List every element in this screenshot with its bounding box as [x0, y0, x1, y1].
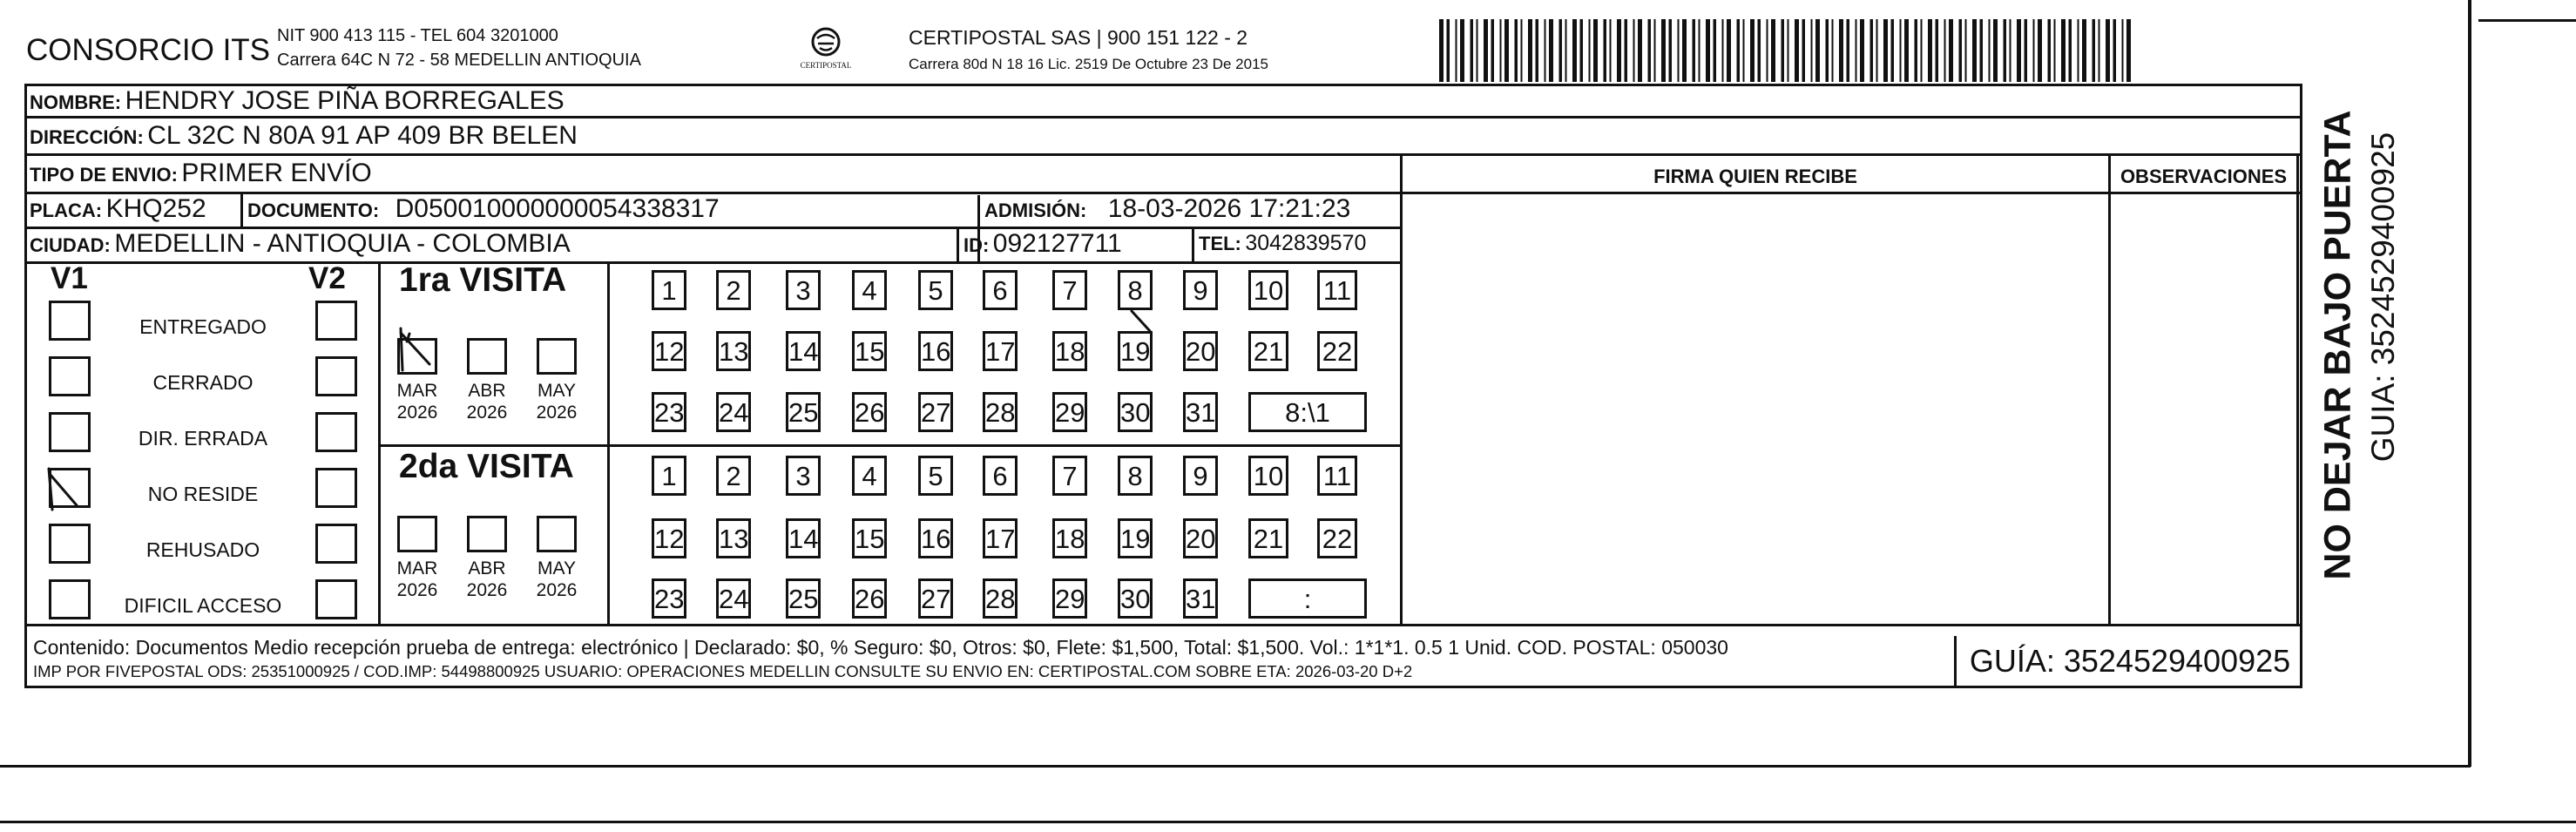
barcode-bar: [1743, 19, 1745, 82]
day-box[interactable]: 22: [1317, 518, 1357, 558]
barcode-bar: [1545, 19, 1546, 82]
day-box[interactable]: 31: [1183, 392, 1218, 432]
day-box[interactable]: 10: [1248, 270, 1288, 310]
barcode-bar: [2078, 19, 2079, 82]
barcode-bar: [1491, 19, 1495, 82]
barcode-bar: [1648, 19, 1652, 82]
day-box[interactable]: 2: [716, 270, 751, 310]
status-option-label: ENTREGADO: [139, 315, 267, 338]
day-box[interactable]: 15: [852, 518, 887, 558]
month-checkbox[interactable]: [397, 516, 437, 552]
day-box[interactable]: 5: [918, 456, 953, 496]
day-box[interactable]: 6: [983, 456, 1018, 496]
barcode-bar: [1633, 19, 1635, 82]
barcode-bar: [1471, 19, 1474, 82]
barcode-bar: [1477, 19, 1478, 82]
day-box[interactable]: 29: [1052, 392, 1087, 432]
time-box[interactable]: :: [1248, 578, 1367, 619]
barcode-bar: [2106, 19, 2110, 82]
id-value: 092127711: [992, 229, 1122, 258]
day-box[interactable]: 1: [652, 270, 686, 310]
month-label: MAR 2026: [396, 381, 438, 423]
admission-cell: [984, 194, 1350, 224]
day-box[interactable]: 28: [983, 392, 1018, 432]
barcode-bar: [2025, 19, 2028, 82]
observations-label: OBSERVACIONES: [2120, 166, 2288, 187]
barcode-bar: [1604, 19, 1607, 82]
day-box[interactable]: 1: [652, 456, 686, 496]
day-box[interactable]: 24: [716, 578, 751, 619]
barcode-bar: [1750, 19, 1755, 82]
certipostal-logo: [794, 24, 857, 75]
city-value: MEDELLIN - ANTIOQUIA - COLOMBIA: [114, 229, 571, 258]
first-visit-title: 1ra VISITA: [399, 261, 567, 299]
id-label: ID:: [963, 234, 990, 256]
month-label: ABR 2026: [466, 558, 508, 600]
barcode-bar: [1944, 19, 1946, 82]
day-box[interactable]: 5: [918, 270, 953, 310]
month-checkbox[interactable]: [537, 516, 577, 552]
name-label: NOMBRE:: [30, 91, 122, 113]
barcode-bar: [1439, 19, 1444, 82]
barcode-bar: [1788, 19, 1789, 82]
barcode-bar: [1678, 19, 1680, 82]
barcode-bar: [1693, 19, 1696, 82]
barcode-bar: [1706, 19, 1710, 82]
barcode-bar: [1936, 19, 1939, 82]
barcode-bar: [1661, 19, 1666, 82]
barcode-bar: [1515, 19, 1518, 82]
barcode-bar: [1638, 19, 1642, 82]
v2-checkbox[interactable]: [315, 356, 357, 396]
barcode-bar: [1669, 19, 1673, 82]
document-cell: [247, 194, 720, 224]
barcode-bar: [1993, 19, 1998, 82]
v2-checkbox[interactable]: [315, 468, 357, 508]
day-box[interactable]: 22: [1317, 331, 1357, 371]
day-box[interactable]: 20: [1183, 331, 1218, 371]
day-box[interactable]: 30: [1118, 392, 1153, 432]
barcode-bar: [1504, 19, 1509, 82]
city-cell: [30, 229, 571, 259]
barcode-bar: [1500, 19, 1502, 82]
barcode-bar: [1847, 19, 1850, 82]
day-box[interactable]: 6: [983, 270, 1018, 310]
day-box[interactable]: 25: [786, 578, 821, 619]
day-box[interactable]: 7: [1052, 270, 1087, 310]
day-box[interactable]: 20: [1183, 518, 1218, 558]
barcode-bar: [2038, 19, 2042, 82]
imp-line: IMP POR FIVEPOSTAL ODS: 25351000925 / COD.IMP: 54498800925 USUARIO: OPERACIONES MEDELLIN CONSULTE SU ENVIO EN: CERTIPOSTAL.COM SOBRE ETA: 2026-03-20 D+2: [33, 662, 1413, 680]
day-box[interactable]: 27: [918, 392, 953, 432]
barcode-bar: [1682, 19, 1687, 82]
barcode-bar: [1980, 19, 1984, 82]
barcode-bar: [1714, 19, 1717, 82]
v1-checkbox[interactable]: [49, 579, 91, 619]
day-box[interactable]: 16: [918, 518, 953, 558]
day-box[interactable]: 3: [786, 456, 821, 496]
ship-type-value: PRIMER ENVÍO: [181, 159, 372, 187]
status-option-label: DIFICIL ACCESO: [124, 594, 282, 617]
barcode-bar: [1900, 19, 1902, 82]
barcode-bar: [1572, 19, 1577, 82]
status-option-label: CERRADO: [152, 371, 254, 394]
ship-type-row: [30, 159, 372, 188]
signature-area[interactable]: [1403, 195, 2106, 622]
barcode-bar: [1795, 19, 1799, 82]
day-box[interactable]: 14: [786, 518, 821, 558]
barcode-bar: [1625, 19, 1628, 82]
barcode-bar: [1521, 19, 1523, 82]
tel-label: TEL:: [1199, 233, 1241, 254]
barcode-bar: [1758, 19, 1761, 82]
status-option-label: REHUSADO: [145, 538, 260, 561]
barcode-bar: [1839, 19, 1843, 82]
barcode-bar: [1559, 19, 1563, 82]
barcode-bar: [1654, 19, 1656, 82]
barcode-bar: [2126, 19, 2131, 82]
day-box[interactable]: 8: [1118, 456, 1153, 496]
day-box[interactable]: 16: [918, 331, 953, 371]
barcode-bar: [1965, 19, 1967, 82]
barcode-bar: [1856, 19, 1857, 82]
ship-type-label: TIPO DE ENVIO:: [30, 164, 178, 186]
courier-name: CERTIPOSTAL SAS | 900 151 122 - 2: [909, 26, 1248, 49]
v1-checkbox[interactable]: [49, 301, 91, 341]
day-box[interactable]: 9: [1183, 270, 1218, 310]
day-box[interactable]: 18: [1052, 518, 1087, 558]
day-box[interactable]: 7: [1052, 456, 1087, 496]
barcode-bar: [1737, 19, 1741, 82]
barcode-bar: [1460, 19, 1464, 82]
barcode-bar: [2033, 19, 2035, 82]
day-box[interactable]: 12: [652, 331, 686, 371]
day-box[interactable]: 29: [1052, 578, 1087, 619]
barcode-bar: [2004, 19, 2007, 82]
plate-cell: [30, 194, 206, 224]
day-box[interactable]: 13: [716, 331, 751, 371]
courier-license: Carrera 80d N 18 16 Lic. 2519 De Octubre 23 De 2015: [909, 56, 1268, 72]
day-box[interactable]: 4: [852, 456, 887, 496]
barcode-bar: [1536, 19, 1539, 82]
day-box[interactable]: 15: [852, 331, 887, 371]
v1-checkbox[interactable]: [49, 356, 91, 396]
address-label: DIRECCIÓN:: [30, 126, 144, 148]
day-box[interactable]: 21: [1248, 331, 1288, 371]
barcode-bar: [2054, 19, 2056, 82]
barcode-bar: [1904, 19, 1909, 82]
day-box[interactable]: 2: [716, 456, 751, 496]
barcode-bar: [1826, 19, 1829, 82]
day-box[interactable]: 9: [1183, 456, 1218, 496]
plate-label: PLACA:: [30, 200, 103, 221]
time-box[interactable]: 8:\1: [1248, 392, 1367, 432]
barcode-bar: [1565, 19, 1567, 82]
barcode-bar: [1921, 19, 1923, 82]
barcode-bar: [1860, 19, 1864, 82]
day-box[interactable]: 30: [1118, 578, 1153, 619]
day-box[interactable]: 23: [652, 392, 686, 432]
day-box[interactable]: 12: [652, 518, 686, 558]
barcode-bar: [1915, 19, 1918, 82]
barcode-bar: [2048, 19, 2052, 82]
barcode-bar: [1832, 19, 1834, 82]
month-label: MAY 2026: [536, 381, 578, 423]
barcode-bar: [2010, 19, 2011, 82]
month-checkbox[interactable]: [397, 338, 437, 375]
v2-checkbox[interactable]: [315, 524, 357, 564]
company-nit: NIT 900 413 115 - TEL 604 3201000: [277, 26, 558, 45]
content-line: Contenido: Documentos Medio recepción prueba de entrega: electrónico | Declarado: $0, % Seguro: $0, Otros: $0, Flete: $1,500, Total: $1,500. Vol.: 1*1*1. 0.5 1 Unid. COD. POSTAL: 050030: [33, 636, 1728, 659]
barcode-bar: [1815, 19, 1820, 82]
barcode-bar: [1802, 19, 1806, 82]
plate-value: KHQ252: [105, 194, 206, 223]
barcode-bar: [1989, 19, 1991, 82]
barcode-bar: [1811, 19, 1813, 82]
v2-checkbox[interactable]: [315, 301, 357, 341]
month-label: MAY 2026: [536, 558, 578, 600]
day-box[interactable]: 3: [786, 270, 821, 310]
day-box[interactable]: 27: [918, 578, 953, 619]
signature-label: FIRMA QUIEN RECIBE: [1653, 166, 1857, 187]
day-box[interactable]: 11: [1317, 270, 1357, 310]
barcode-bar: [1447, 19, 1450, 82]
barcode: [1439, 19, 2133, 86]
barcode-bar: [1883, 19, 1888, 82]
recipient-name: HENDRY JOSE PIÑA BORREGALES: [125, 86, 565, 115]
barcode-bar: [1870, 19, 1874, 82]
barcode-bar: [1949, 19, 1953, 82]
address-row: [30, 121, 578, 151]
month-checkbox[interactable]: [537, 338, 577, 375]
barcode-bar: [2082, 19, 2086, 82]
day-box[interactable]: 14: [786, 331, 821, 371]
barcode-bar: [1593, 19, 1598, 82]
barcode-bar: [1456, 19, 1457, 82]
document-value: D050010000000054338317: [395, 194, 720, 223]
month-checkbox[interactable]: [467, 338, 507, 375]
day-box[interactable]: 24: [716, 392, 751, 432]
barcode-bar: [2061, 19, 2066, 82]
v1-checkbox[interactable]: [49, 412, 91, 452]
admission-label: ADMISIÓN:: [984, 200, 1087, 221]
day-box[interactable]: 17: [983, 518, 1018, 558]
document-label: DOCUMENTO:: [247, 200, 380, 221]
barcode-bar: [1767, 19, 1768, 82]
day-box[interactable]: 25: [786, 392, 821, 432]
month-checkbox[interactable]: [467, 516, 507, 552]
v2-label: V2: [308, 261, 346, 295]
barcode-bar: [1610, 19, 1612, 82]
company-address: Carrera 64C N 72 - 58 MEDELLIN ANTIOQUIA: [277, 51, 641, 70]
day-box[interactable]: 19: [1118, 518, 1153, 558]
barcode-bar: [1727, 19, 1731, 82]
v2-checkbox[interactable]: [315, 579, 357, 619]
logo-text: CERTIPOSTAL: [800, 61, 852, 70]
v1-checkbox[interactable]: [49, 468, 91, 508]
city-label: CIUDAD:: [30, 234, 111, 256]
barcode-bar: [1782, 19, 1785, 82]
barcode-bar: [1589, 19, 1591, 82]
barcode-bar: [1959, 19, 1963, 82]
footer-guide: GUÍA: 3524529400925: [1969, 643, 2291, 679]
v2-checkbox[interactable]: [315, 412, 357, 452]
barcode-bar: [1549, 19, 1553, 82]
day-box[interactable]: 10: [1248, 456, 1288, 496]
day-box[interactable]: 17: [983, 331, 1018, 371]
company-name: CONSORCIO ITS: [26, 33, 271, 67]
barcode-bar: [2122, 19, 2124, 82]
recipient-address: CL 32C N 80A 91 AP 409 BR BELEN: [147, 121, 578, 150]
barcode-bar: [2093, 19, 2096, 82]
day-box[interactable]: 23: [652, 578, 686, 619]
day-box[interactable]: 26: [852, 578, 887, 619]
side-guide: GUIA: 3524529400925: [2365, 132, 2401, 463]
barcode-bar: [1771, 19, 1775, 82]
day-box[interactable]: 4: [852, 270, 887, 310]
day-box[interactable]: 8: [1118, 270, 1153, 310]
day-box[interactable]: 18: [1052, 331, 1087, 371]
barcode-bar: [1722, 19, 1724, 82]
month-label: ABR 2026: [466, 381, 508, 423]
barcode-bar: [1617, 19, 1621, 82]
status-option-label: NO RESIDE: [147, 483, 259, 505]
barcode-bar: [2113, 19, 2117, 82]
barcode-bar: [1891, 19, 1895, 82]
day-box[interactable]: 19: [1118, 331, 1153, 371]
id-cell: [963, 229, 1122, 259]
barcode-bar: [2099, 19, 2100, 82]
name-row: [30, 86, 565, 116]
barcode-bar: [1928, 19, 1932, 82]
day-box[interactable]: 31: [1183, 578, 1218, 619]
v1-checkbox[interactable]: [49, 524, 91, 564]
barcode-bar: [1528, 19, 1532, 82]
second-visit-title: 2da VISITA: [399, 448, 574, 485]
barcode-bar: [1484, 19, 1488, 82]
barcode-bar: [2017, 19, 2021, 82]
barcode-bar: [1876, 19, 1878, 82]
day-box[interactable]: 21: [1248, 518, 1288, 558]
tel-value: 3042839570: [1245, 231, 1367, 255]
observations-area[interactable]: [2112, 195, 2295, 622]
side-warning: NO DEJAR BAJO PUERTA: [2316, 110, 2359, 580]
admission-value: 18-03-2026 17:21:23: [1107, 194, 1351, 223]
month-label: MAR 2026: [396, 558, 438, 600]
barcode-bar: [1580, 19, 1584, 82]
barcode-bar: [1972, 19, 1977, 82]
day-box[interactable]: 26: [852, 392, 887, 432]
tel-cell: [1199, 231, 1366, 256]
day-box[interactable]: 28: [983, 578, 1018, 619]
day-box[interactable]: 11: [1317, 456, 1357, 496]
barcode-bar: [2069, 19, 2072, 82]
day-box[interactable]: 13: [716, 518, 751, 558]
status-option-label: DIR. ERRADA: [138, 427, 268, 450]
barcode-bar: [1699, 19, 1700, 82]
v1-label: V1: [51, 261, 88, 295]
